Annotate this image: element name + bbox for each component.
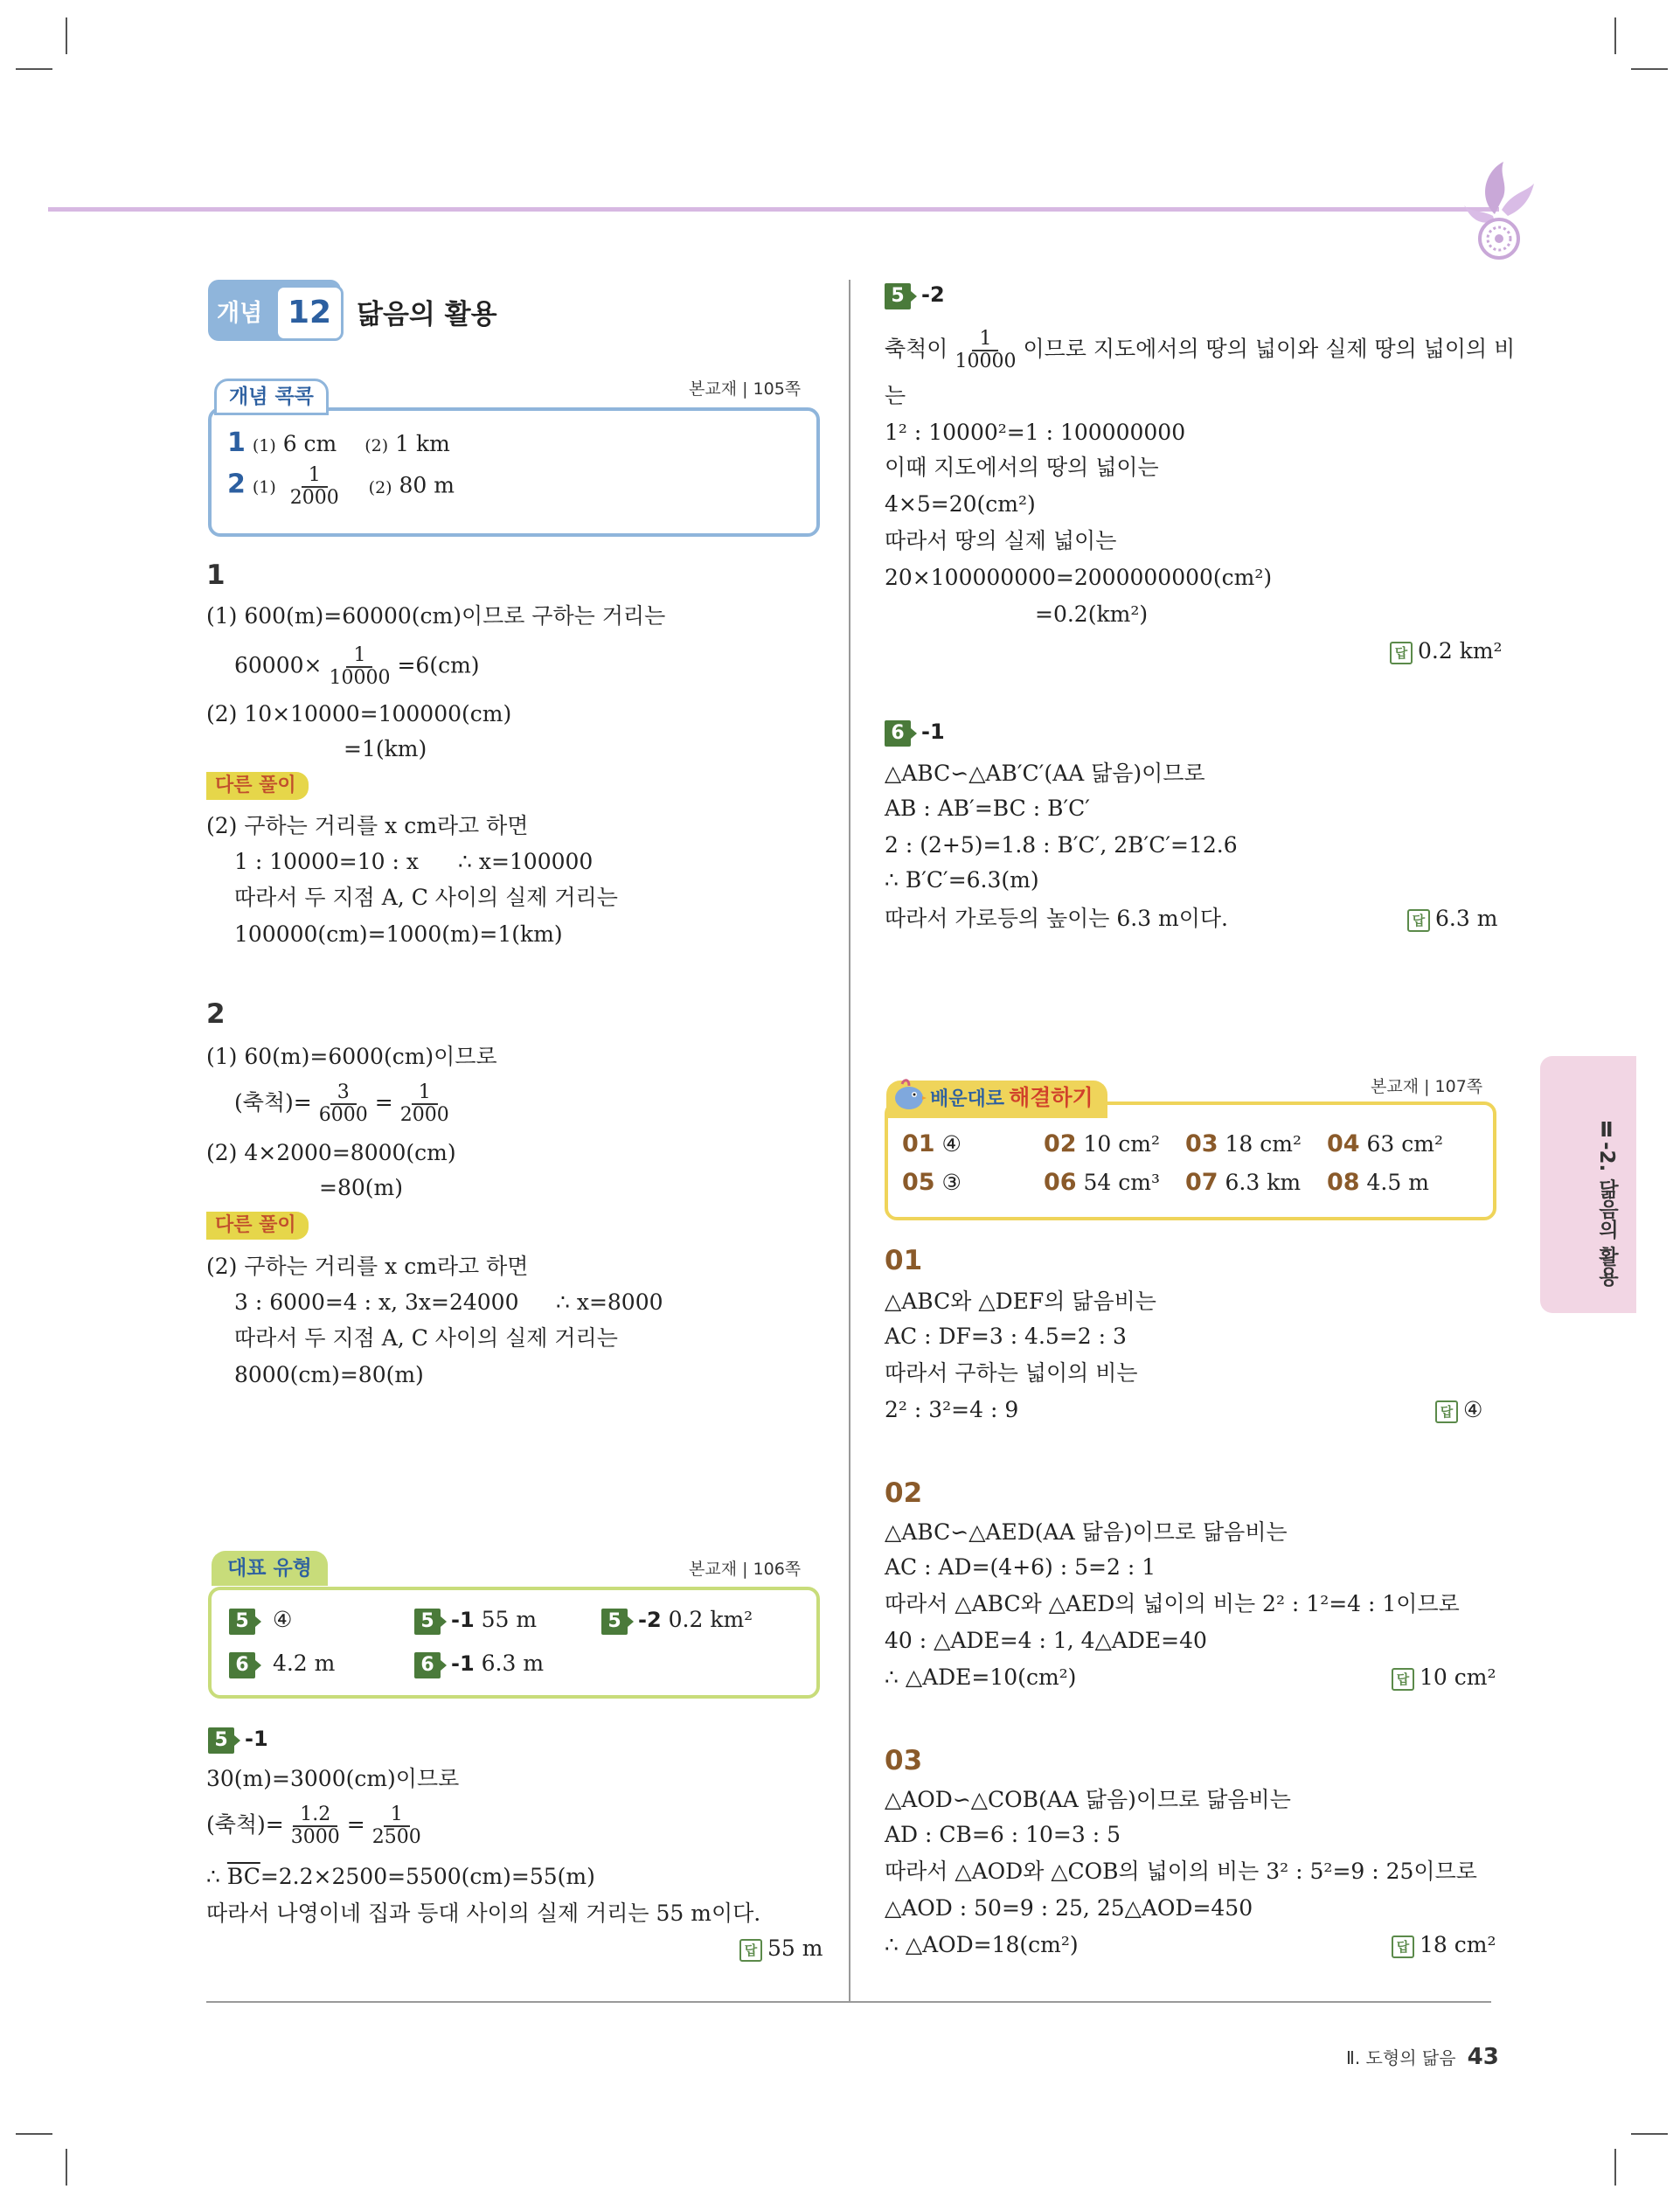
concept-number-box [275, 285, 344, 341]
kongkong-line2-b-val: 80 m [399, 472, 455, 498]
daepyo-item-box: 6 [229, 1652, 255, 1678]
q01-line4: 2² : 3²=4 : 9 [885, 1397, 1019, 1422]
problem-6-1-line4: ∴ B′C′=6.3(m) [885, 867, 1039, 893]
alt-solution-label: 다른 풀이 [206, 772, 309, 800]
answer-mark-icon: 답 [739, 1939, 762, 1962]
crop-mark [1614, 2149, 1616, 2186]
haegyeol-label-b: 해결하기 [1009, 1085, 1093, 1110]
q03-line3: 따라서 △AOD와 △COB의 넓이의 비는 3² : 5²=9 : 25이므로 [885, 1859, 1477, 1884]
problem-sub-number: -2 [921, 282, 945, 307]
p1-l2-post: =6(cm) [397, 652, 480, 678]
p2-fraction-1 [316, 1082, 371, 1126]
daepyo-item-val: ④ [272, 1607, 293, 1632]
problem-6-1-line1: △ABC∽△AB′C′(AA 닮음)이므로 [885, 761, 1205, 786]
daepyo-item-val: 4.2 m [272, 1651, 336, 1676]
haegyeol-item-val: 63 cm² [1366, 1131, 1444, 1157]
p52-l1-pre: 축척이 [885, 336, 948, 362]
problem-5-2-line8: =0.2(km²) [1035, 601, 1149, 627]
problem-5-2-line4: 이때 지도에서의 땅의 넓이는 [885, 455, 1159, 480]
q02-line4: 40 : △ADE=4 : 1, 4△ADE=40 [885, 1628, 1207, 1653]
problem-sub-number: -1 [921, 719, 945, 744]
haegyeol-item-num: 08 [1327, 1169, 1360, 1196]
fraction-numerator: 1 [346, 645, 372, 668]
haegyeol-item-val: 54 cm³ [1083, 1170, 1161, 1195]
fraction-numerator: 3 [330, 1082, 357, 1105]
kongkong-line1-b-label: (2) [364, 436, 389, 455]
problem-2-line4: =80(m) [319, 1175, 403, 1200]
p51-fraction-2 [369, 1804, 425, 1848]
q02-line2: AC : AD=(4+6) : 5=2 : 1 [885, 1554, 1156, 1580]
haegyeol-item-num: 06 [1044, 1169, 1077, 1196]
problem-6-1-line5: 따라서 가로등의 높이는 6.3 m이다. [885, 906, 1228, 931]
kongkong-line1-a-label: (1) [252, 436, 276, 455]
haegyeol-item [1185, 1129, 1302, 1159]
problem-5-1-answer [739, 1934, 823, 1963]
haegyeol-item [1327, 1168, 1429, 1198]
daepyo-item-sub: -1 [451, 1608, 475, 1632]
haegyeol-box [885, 1102, 1496, 1220]
fraction-numerator: 1.2 [293, 1804, 337, 1827]
haegyeol-item-val: 4.5 m [1366, 1170, 1429, 1195]
p1-fraction [325, 645, 393, 689]
problem-sub-number: -1 [245, 1727, 268, 1751]
alt-solution-tag [206, 1212, 309, 1240]
answer-value: 55 m [767, 1935, 823, 1961]
haegyeol-item [902, 1168, 961, 1198]
daepyo-box [208, 1587, 820, 1699]
answer-value: 6.3 m [1435, 906, 1498, 931]
q02-answer [1392, 1663, 1496, 1692]
problem-5-1-line2: (축척)= $\frac{1.2}{3000}$ = $\frac{1}{2500}$ [206, 1804, 428, 1848]
daepyo-item [414, 1605, 537, 1635]
haegyeol-item-val: ④ [941, 1131, 961, 1157]
fraction-numerator: 1 [384, 1804, 410, 1827]
problem-2-number: 2 [206, 998, 226, 1030]
flower-ornament-icon [1460, 144, 1538, 267]
problem-6-1-header [885, 717, 945, 747]
haegyeol-item [1327, 1129, 1443, 1159]
problem-5-2-line6: 따라서 땅의 실제 넓이는 [885, 528, 1117, 553]
problem-5-2-line5: 4×5=20(cm²) [885, 491, 1036, 517]
problem-6-1-answer [1407, 904, 1497, 934]
q01-line3: 따라서 구하는 넓이의 비는 [885, 1360, 1138, 1386]
question-01-number: 01 [885, 1245, 923, 1276]
daepyo-item [414, 1649, 544, 1678]
crop-mark [66, 17, 67, 54]
problem-5-2-line2: 는 [885, 383, 906, 408]
problem-1-line3: (2) 10×10000=100000(cm) [206, 701, 512, 726]
problem-5-2-line7: 20×100000000=2000000000(cm²) [885, 565, 1273, 590]
haegyeol-item-num: 01 [902, 1130, 935, 1157]
problem-2-line2: (축척)= $\frac{3}{6000}$ = $\frac{1}{2000}$ [234, 1082, 456, 1126]
answer-mark-icon: 답 [1407, 909, 1430, 932]
daepyo-item-box: 5 [414, 1609, 441, 1635]
fraction-denominator: 3000 [290, 1826, 340, 1848]
problem-box-number: 5 [885, 283, 911, 309]
haegyeol-item-num: 03 [1185, 1130, 1218, 1157]
crop-mark [16, 68, 52, 70]
problem-1-line1: (1) 600(m)=60000(cm)이므로 구하는 거리는 [206, 603, 666, 629]
kongkong-line2 [227, 465, 455, 509]
kongkong-line1-num: 1 [227, 427, 246, 458]
daepyo-item [601, 1605, 753, 1635]
q03-line1: △AOD∽△COB(AA 닮음)이므로 닮음비는 [885, 1787, 1291, 1812]
p51-l3-pre: ∴ [206, 1864, 227, 1889]
crop-mark [1614, 17, 1616, 54]
concept-title: 닮음의 활용 [357, 299, 497, 330]
side-chapter-label: Ⅱ-2. 닮음의 활용 [1595, 1119, 1618, 1287]
q03-line2: AD : CB=6 : 10=3 : 5 [885, 1822, 1121, 1847]
p2-fraction-2 [397, 1082, 453, 1126]
answer-mark-icon: 답 [1435, 1400, 1458, 1423]
daepyo-item-box: 6 [414, 1652, 441, 1678]
haegyeol-item-val: 10 cm² [1083, 1131, 1161, 1157]
kongkong-line2-b-label: (2) [368, 477, 392, 497]
fraction-denominator: 10000 [955, 351, 1017, 372]
daepyo-item-val: 55 m [481, 1607, 538, 1632]
q01-line2: AC : DF=3 : 4.5=2 : 3 [885, 1324, 1127, 1349]
fraction-denominator: 10000 [329, 667, 391, 689]
q03-line4: △AOD : 50=9 : 25, 25△AOD=450 [885, 1895, 1253, 1921]
answer-mark-icon: 답 [1392, 1935, 1414, 1958]
problem-1-line4: =1(km) [344, 736, 427, 761]
q02-line5: ∴ △ADE=10(cm²) [885, 1664, 1077, 1690]
haegyeol-item [902, 1129, 961, 1159]
answer-value: 18 cm² [1420, 1932, 1496, 1957]
daepyo-item [229, 1649, 335, 1678]
p2-l2-pre: (축척)= [234, 1089, 312, 1115]
fraction-denominator: 6000 [318, 1104, 368, 1126]
header-line [48, 207, 1499, 212]
daepyo-item-val: 0.2 km² [668, 1607, 753, 1632]
fraction-denominator: 2000 [289, 487, 339, 509]
problem-box-number: 5 [208, 1727, 234, 1754]
column-divider [849, 280, 850, 2002]
p51-fraction-1 [288, 1804, 344, 1848]
daepyo-item [229, 1605, 292, 1635]
problem-5-1-line4: 따라서 나영이네 집과 등대 사이의 실제 거리는 55 m이다. [206, 1901, 761, 1926]
answer-value: 10 cm² [1420, 1664, 1496, 1690]
haegyeol-item-val: 6.3 km [1225, 1170, 1302, 1195]
kongkong-ref: 본교재 | 105쪽 [689, 379, 802, 399]
daepyo-item-box: 5 [601, 1609, 628, 1635]
q01-line1: △ABC와 △DEF의 닮음비는 [885, 1289, 1156, 1314]
bottom-rule [206, 2001, 1491, 2003]
p51-l2-pre: (축척)= [206, 1811, 284, 1838]
haegyeol-label-a: 배운대로 [930, 1088, 1005, 1110]
bird-mascot-icon [890, 1075, 927, 1114]
problem-5-2-line1 [885, 329, 1515, 372]
fraction-numerator: 1 [412, 1082, 438, 1105]
problem-1-line8: 100000(cm)=1000(m)=1(km) [234, 921, 563, 947]
alt-solution-tag [206, 772, 309, 800]
p1-l2-pre: 60000× [234, 652, 323, 678]
daepyo-item-sub: -1 [451, 1651, 475, 1676]
alt-solution-label: 다른 풀이 [206, 1212, 309, 1240]
answer-value: ④ [1463, 1397, 1483, 1422]
q01-answer [1435, 1395, 1482, 1425]
kongkong-line2-num: 2 [227, 469, 246, 500]
q03-answer [1392, 1930, 1496, 1960]
problem-5-2-line3: 1² : 10000²=1 : 100000000 [885, 420, 1186, 445]
crop-mark [1631, 2133, 1668, 2135]
problem-1-line2 [234, 645, 480, 689]
problem-2-line6b: ∴ x=8000 [556, 1289, 663, 1315]
fraction-denominator: 2000 [399, 1104, 449, 1126]
problem-2-line1: (1) 60(m)=6000(cm)이므로 [206, 1044, 497, 1069]
problem-6-1-line2: AB : AB′=BC : B′C′ [885, 796, 1090, 821]
fraction-denominator: 2500 [371, 1826, 421, 1848]
question-02-number: 02 [885, 1477, 923, 1509]
q03-line5: ∴ △AOD=18(cm²) [885, 1932, 1079, 1957]
footer-chapter: Ⅱ. 도형의 닮음 [1346, 2047, 1456, 2068]
problem-6-1-line3: 2 : (2+5)=1.8 : B′C′, 2B′C′=12.6 [885, 832, 1238, 858]
p51-l3-post: =2.2×2500=5500(cm)=55(m) [260, 1864, 595, 1889]
problem-5-2-answer [1390, 636, 1503, 666]
q02-line3: 따라서 △ABC와 △AED의 넓이의 비는 2² : 1²=4 : 1이므로 [885, 1591, 1460, 1616]
haegyeol-item [1185, 1168, 1301, 1198]
page-number: 43 [1467, 2044, 1499, 2070]
page-footer [1346, 2044, 1499, 2070]
problem-2-line5: (2) 구하는 거리를 x cm라고 하면 [206, 1254, 529, 1279]
problem-box-number: 6 [885, 720, 911, 747]
problem-2-line7: 따라서 두 지점 A, C 사이의 실제 거리는 [234, 1325, 618, 1351]
problem-2-line6: 3 : 6000=4 : x, 3x=24000 [234, 1289, 519, 1315]
problem-5-2-header [885, 280, 945, 309]
daepyo-item-sub: -2 [638, 1608, 662, 1632]
daepyo-label: 대표 유형 [212, 1551, 328, 1586]
problem-5-1-line3 [206, 1862, 595, 1892]
problem-2-line3: (2) 4×2000=8000(cm) [206, 1140, 456, 1165]
fraction-numerator: 1 [302, 465, 328, 488]
haegyeol-item-num: 07 [1185, 1169, 1218, 1196]
kongkong-line2-a-label: (1) [252, 477, 276, 497]
daepyo-ref: 본교재 | 106쪽 [689, 1560, 802, 1579]
haegyeol-ref: 본교재 | 107쪽 [1371, 1077, 1483, 1096]
q02-line1: △ABC∽△AED(AA 닮음)이므로 닮음비는 [885, 1519, 1288, 1545]
problem-1-line5: (2) 구하는 거리를 x cm라고 하면 [206, 813, 529, 838]
problem-5-1-line1: 30(m)=3000(cm)이므로 [206, 1766, 460, 1791]
problem-1-line7: 따라서 두 지점 A, C 사이의 실제 거리는 [234, 885, 618, 910]
segment-bc: $\overline{BC}$ [226, 1864, 260, 1889]
crop-mark [16, 2133, 52, 2135]
haegyeol-item-val: 18 cm² [1225, 1131, 1302, 1157]
answer-mark-icon: 답 [1392, 1668, 1414, 1691]
kongkong-line2-fraction [287, 465, 343, 509]
daepyo-item-val: 6.3 m [481, 1651, 545, 1676]
daepyo-item-box: 5 [229, 1609, 255, 1635]
question-03-number: 03 [885, 1745, 923, 1776]
p52-fraction [951, 329, 1019, 372]
kongkong-line1-a-val: 6 cm [282, 431, 337, 456]
concept-number: 12 [287, 295, 332, 330]
haegyeol-item-num: 02 [1044, 1130, 1077, 1157]
haegyeol-item [1044, 1129, 1160, 1159]
answer-mark-icon: 답 [1390, 642, 1413, 664]
problem-1-number: 1 [206, 559, 226, 591]
crop-mark [1631, 68, 1668, 70]
problem-5-1-header [208, 1724, 268, 1754]
problem-1-line6: 1 : 10000=10 : x [234, 849, 419, 874]
kongkong-line1 [227, 428, 450, 461]
p52-l1-post: 이므로 지도에서의 땅의 넓이와 실제 땅의 넓이의 비 [1023, 336, 1516, 362]
haegyeol-item-val: ③ [941, 1170, 961, 1195]
fraction-numerator: 1 [972, 329, 998, 351]
problem-2-line8: 8000(cm)=80(m) [234, 1362, 424, 1387]
answer-value: 0.2 km² [1418, 638, 1503, 664]
haegyeol-item [1044, 1168, 1160, 1198]
concept-tag: 개념 [217, 300, 263, 327]
haegyeol-item-num: 05 [902, 1169, 935, 1196]
haegyeol-item-num: 04 [1327, 1130, 1360, 1157]
kongkong-line1-b-val: 1 km [395, 431, 450, 456]
kongkong-label: 개념 콕콕 [214, 379, 329, 415]
problem-1-line6b: ∴ x=100000 [458, 849, 594, 874]
crop-mark [66, 2149, 67, 2186]
